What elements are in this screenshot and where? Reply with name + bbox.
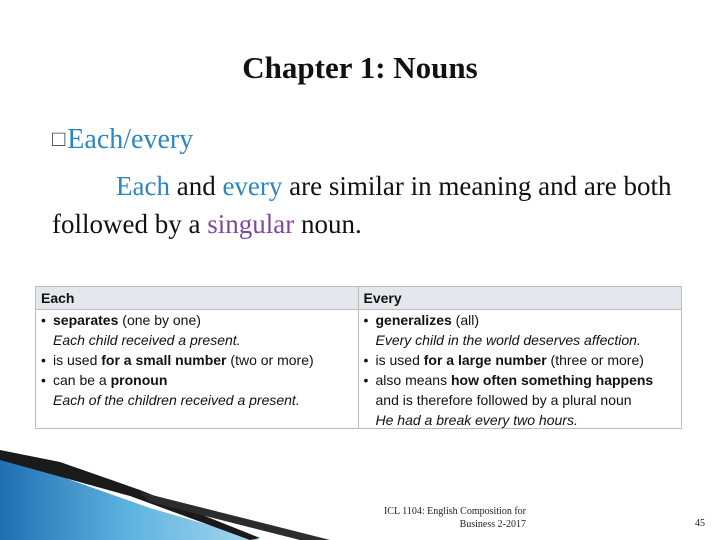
rule-pre: can be a bbox=[53, 372, 111, 388]
rule-bold: for a large number bbox=[423, 352, 547, 368]
keyword-singular: singular bbox=[207, 209, 295, 239]
table-row bbox=[36, 370, 358, 390]
rule-pre: is used bbox=[53, 352, 102, 368]
course-line-2: Business 2-2017 bbox=[459, 519, 526, 530]
keyword-every: every bbox=[222, 171, 283, 201]
table-row bbox=[36, 310, 358, 330]
example-row: He had a break every two hours. bbox=[375, 412, 578, 428]
rule-pre: also means bbox=[375, 372, 451, 388]
explanation-paragraph bbox=[52, 167, 692, 243]
rule-bold: how often something happens bbox=[450, 372, 654, 388]
rule-bold: separates bbox=[53, 312, 119, 328]
rule-bold: for a small number bbox=[101, 352, 227, 368]
page-number: 45 bbox=[695, 518, 705, 529]
keyword-each: Each bbox=[116, 171, 170, 201]
course-footer bbox=[360, 505, 526, 531]
rule-rest: (two or more) bbox=[226, 352, 314, 368]
table-row bbox=[36, 350, 358, 370]
rule-rest: (three or more) bbox=[546, 352, 644, 368]
bullet-dot-icon: • bbox=[363, 312, 369, 328]
rule-bold: pronoun bbox=[110, 372, 168, 388]
rule-rest: (all) bbox=[451, 312, 479, 328]
table-row bbox=[359, 350, 682, 370]
para-text-3: noun. bbox=[294, 209, 362, 239]
bullet-icon: □ bbox=[52, 126, 66, 151]
every-column bbox=[359, 287, 682, 428]
comparison-table bbox=[35, 286, 682, 429]
bullet-dot-icon: • bbox=[363, 352, 369, 368]
bullet-dot-icon: • bbox=[41, 352, 46, 368]
each-column bbox=[36, 287, 359, 428]
example-row: Every child in the world deserves affection. bbox=[375, 332, 641, 348]
para-text-2: are similar in meaning and are both followed by a bbox=[52, 171, 672, 239]
table-row bbox=[359, 370, 682, 390]
rule-bold: generalizes bbox=[375, 312, 452, 328]
each-column-header: Each bbox=[36, 287, 358, 310]
rule-rest: (one by one) bbox=[118, 312, 201, 328]
bullet-dot-icon: • bbox=[41, 372, 46, 388]
bullet-dot-icon: • bbox=[363, 372, 369, 388]
bullet-dot-icon: • bbox=[41, 312, 46, 328]
slide-title: Chapter 1: Nouns bbox=[242, 50, 478, 85]
para-text-1: and bbox=[169, 171, 223, 201]
course-line-1: ICL 1104: English Composition for bbox=[383, 506, 526, 517]
table-row bbox=[359, 310, 682, 330]
example-row: Each of the children received a present. bbox=[53, 392, 300, 408]
section-heading bbox=[52, 124, 193, 156]
every-column-header: Every bbox=[359, 287, 682, 310]
continuation-row: and is therefore followed by a plural noun bbox=[375, 392, 632, 408]
example-row: Each child received a present. bbox=[53, 332, 241, 348]
rule-pre: is used bbox=[375, 352, 424, 368]
heading-text: Each/every bbox=[67, 124, 194, 155]
